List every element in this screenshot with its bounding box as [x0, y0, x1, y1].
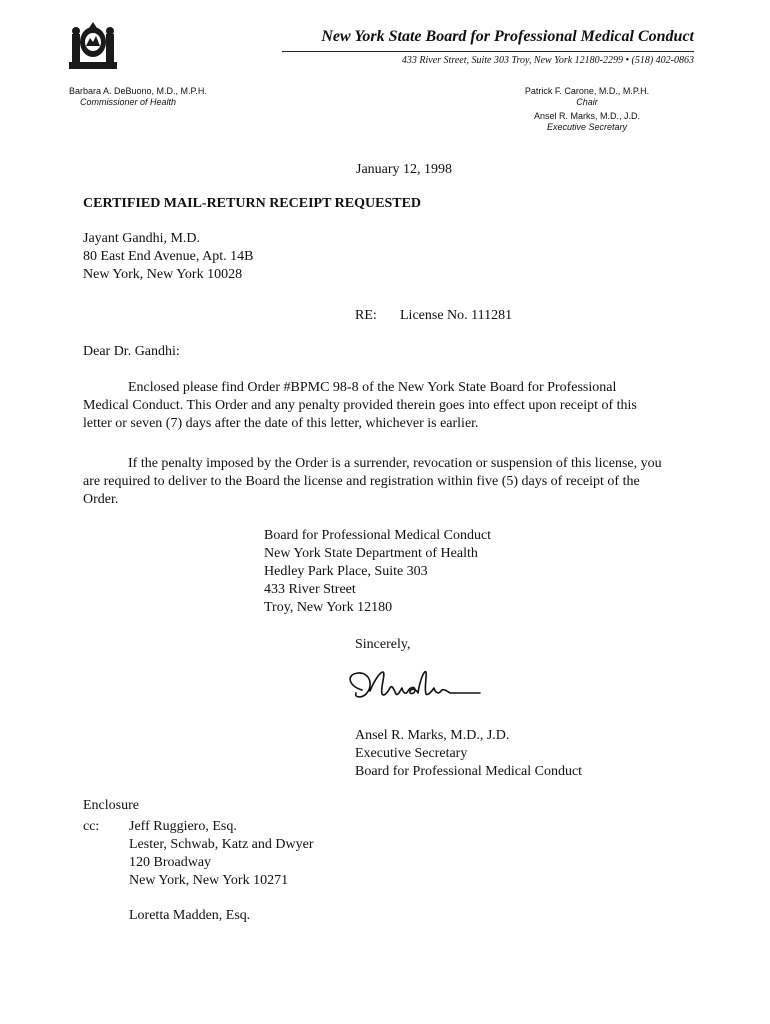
board-address-line: Hedley Park Place, Suite 303	[264, 564, 428, 579]
header-rule	[282, 51, 694, 52]
executive-secretary-name: Ansel R. Marks, M.D., J.D.	[533, 111, 640, 121]
chair-title: Chair	[576, 97, 598, 107]
recipient-line: 80 East End Avenue, Apt. 14B	[83, 249, 254, 264]
letter-date: January 12, 1998	[356, 162, 453, 177]
signer-name: Ansel R. Marks, M.D., J.D.	[355, 728, 510, 743]
organization-title: New York State Board for Professional Medical Conduct	[321, 28, 694, 45]
salutation: Dear Dr. Gandhi:	[83, 344, 180, 359]
closing: Sincerely,	[355, 637, 411, 652]
paragraph-text: Enclosed please find Order #BPMC 98-8 of the New York State Board for Professional Medical Conduct. This Order and any penalty provided therein goes into effect upon receipt of this letter or seven (7) days after the date of this letter, whichever is earlier.	[83, 380, 637, 431]
cc-line: Jeff Ruggiero, Esq.	[129, 819, 237, 834]
recipient-address	[83, 230, 253, 284]
board-address-line: Troy, New York 12180	[264, 600, 393, 615]
license-number: License No. 111281	[400, 308, 513, 323]
re-label: RE:	[355, 308, 377, 323]
enclosure-note: Enclosure	[83, 798, 139, 813]
board-address-line: 433 River Street	[264, 582, 356, 597]
paragraph-text: If the penalty imposed by the Order is a surrender, revocation or suspension of this license, you are required to deliver to the Board the license and registration within five (5) days of receipt of the Order.	[83, 456, 662, 507]
board-address-line: Board for Professional Medical Conduct	[264, 528, 492, 543]
organization-address: 433 River Street, Suite 303 Troy, New York 12180-2299 • (518) 402-0863	[401, 55, 694, 66]
board-address	[264, 527, 491, 617]
recipient-line: New York, New York 10028	[83, 267, 243, 282]
cc-line: 120 Broadway	[129, 855, 212, 870]
board-address-line: New York State Department of Health	[264, 546, 478, 561]
cc-line: Lester, Schwab, Katz and Dwyer	[129, 837, 314, 852]
certified-mail-notice: CERTIFIED MAIL-RETURN RECEIPT REQUESTED	[83, 196, 422, 211]
cc-recipient-second: Loretta Madden, Esq.	[129, 908, 251, 923]
body-paragraph	[83, 379, 663, 433]
signer-block	[355, 727, 582, 781]
chair-name: Patrick F. Carone, M.D., M.P.H.	[524, 86, 650, 96]
cc-line: New York, New York 10271	[129, 873, 289, 888]
handwritten-signature	[340, 660, 490, 710]
signer-organization: Board for Professional Medical Conduct	[355, 764, 583, 779]
executive-secretary-title: Executive Secretary	[546, 122, 628, 132]
signer-title: Executive Secretary	[355, 746, 468, 761]
commissioner-name: Barbara A. DeBuono, M.D., M.P.H.	[69, 86, 207, 96]
cc-label: cc:	[83, 819, 100, 834]
cc-recipient	[129, 818, 313, 890]
commissioner-title: Commissioner of Health	[80, 97, 177, 107]
recipient-line: Jayant Gandhi, M.D.	[83, 231, 201, 246]
state-seal-icon	[64, 20, 122, 74]
body-paragraph	[83, 455, 663, 509]
